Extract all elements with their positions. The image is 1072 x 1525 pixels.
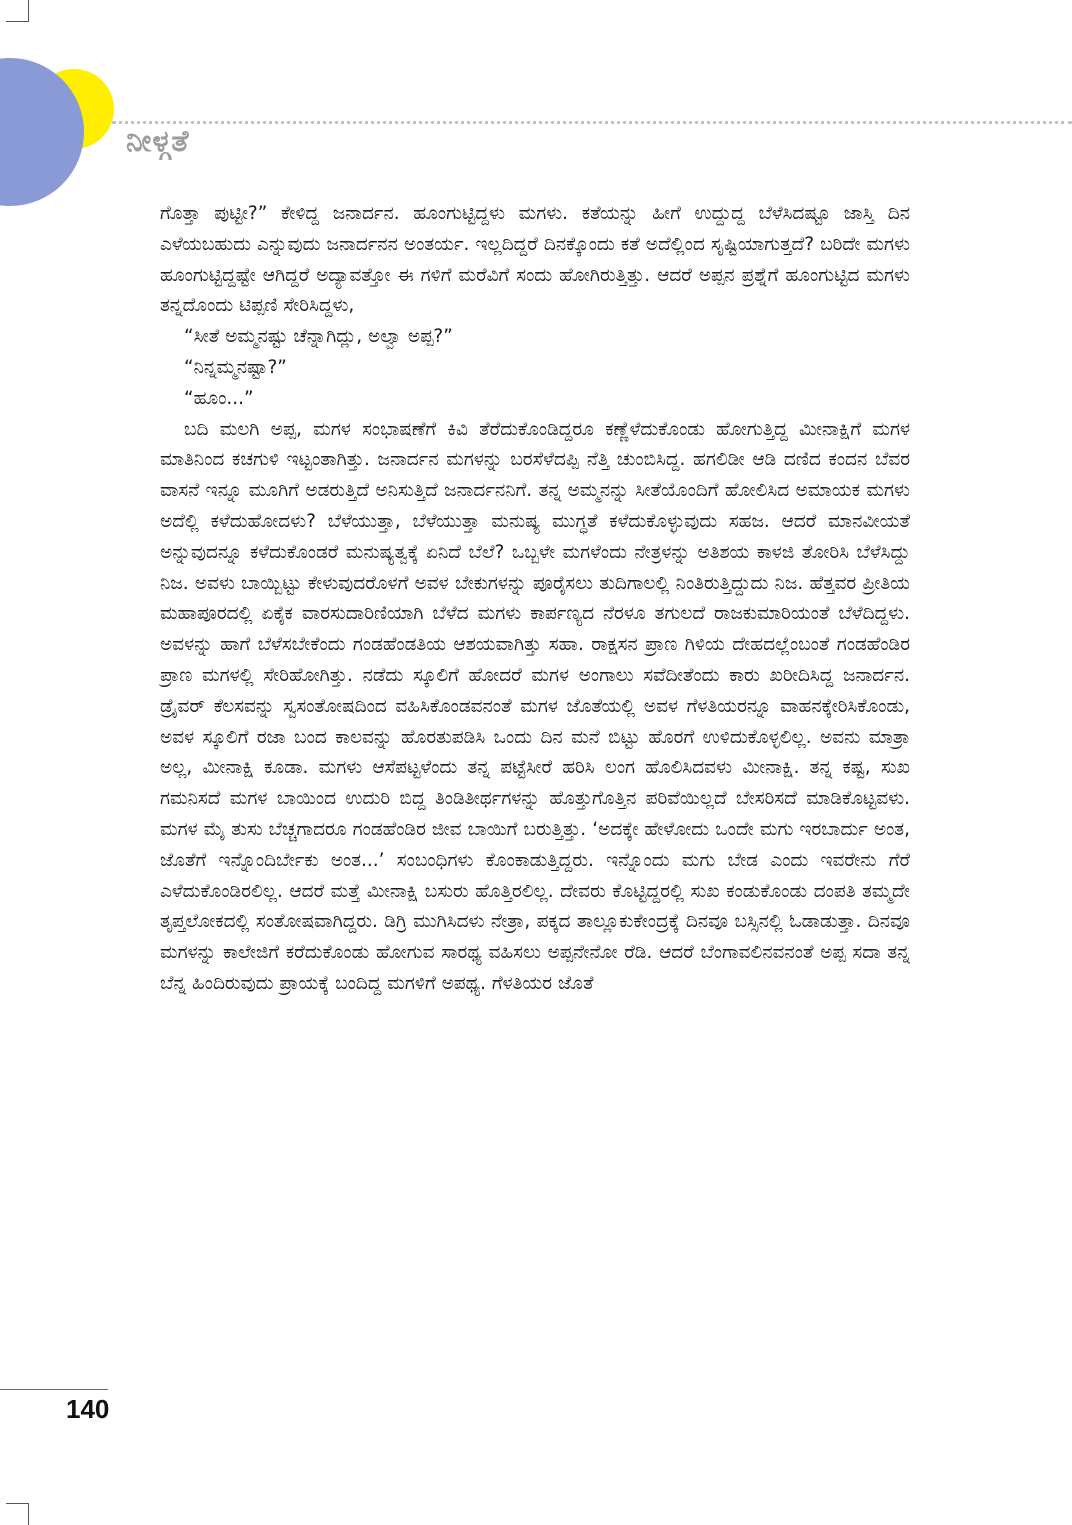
crop-mark-top xyxy=(28,0,29,22)
dialogue-line: “ನಿನ್ನಮ್ಮನಷ್ಟಾ?” xyxy=(184,356,287,378)
dialogue-line: “ಸೀತೆ ಅಮ್ಮನಷ್ಟು ಚೆನ್ನಾಗಿದ್ಲು, ಅಲ್ವಾ ಅಪ್ಪ?” xyxy=(184,326,453,348)
header-decoration xyxy=(0,40,130,260)
crop-mark-bottom xyxy=(28,1503,29,1525)
footer-rule xyxy=(0,1389,108,1390)
crop-mark-bottom-horizontal xyxy=(6,1503,28,1504)
crop-mark-top-horizontal xyxy=(6,21,28,22)
dialogue-line: “ಹೂಂ...” xyxy=(184,387,254,409)
paragraph: ಬದಿ ಮಲಗಿ ಅಪ್ಪ, ಮಗಳ ಸಂಭಾಷಣೆಗೆ ಕಿವಿ ತೆರೆದುಕೊಂಡಿದ್ದರೂ ಕಣ್ಣೆಳೆದುಕೊಂಡು ಹೋಗುತ್ತಿದ್ದ ಮೀನಾಕ್ಷಿಗೆ ಮಗಳ ಮಾತಿನಿಂದ ಕಚಗುಳಿ ಇಟ್ಟಂತಾಗಿತ್ತು. ಜನಾರ್ದನ ಮಗಳನ್ನು ಬರಸೆಳೆದಪ್ಪಿ ನೆತ್ತಿ ಚುಂಬಿಸಿದ್ದ. ಹಗಲಿಡೀ ಆಡಿ ದಣಿದ ಕಂದನ ಬೆವರ ವಾಸನೆ ಇನ್ನೂ ಮೂಗಿಗೆ ಅಡರುತ್ತಿದೆ ಅನಿಸುತ್ತಿದೆ ಜನಾರ್ದನನಿಗೆ. ತನ್ನ ಅಮ್ಮನನ್ನು ಸೀತೆಯೊಂದಿಗೆ ಹೋಲಿಸಿದ ಅಮಾಯಕ ಮಗಳು ಅದೆಲ್ಲಿ ಕಳೆದುಹೋದಳು? ಬೆಳೆಯುತ್ತಾ, ಬೆಳೆಯುತ್ತಾ ಮನುಷ್ಯ ಮುಗ್ಧತೆ ಕಳೆದುಕೊಳ್ಳುವುದು ಸಹಜ. ಆದರೆ ಮಾನವೀಯತೆ ಅನ್ನುವುದನ್ನೂ ಕಳೆದುಕೊಂಡರೆ ಮನುಷ್ಯತ್ವಕ್ಕೆ ಏನಿದೆ ಬೆಲೆ? ಒಬ್ಬಳೇ ಮಗಳೆಂದು ನೇತ್ರಳನ್ನು ಅತಿಶಯ ಕಾಳಜಿ ತೋರಿಸಿ ಬೆಳೆಸಿದ್ದು ನಿಜ. ಅವಳು ಬಾಯ್ಬಿಟ್ಟು ಕೇಳುವುದರೊಳಗೆ ಅವಳ ಬೇಕುಗಳನ್ನು ಪೂರೈಸಲು ತುದಿಗಾಲಲ್ಲಿ ನಿಂತಿರುತ್ತಿದ್ದುದು ನಿಜ. ಹೆತ್ತವರ ಪ್ರೀತಿಯ ಮಹಾಪೂರದಲ್ಲಿ ಏಕೈಕ ವಾರಸುದಾರಿಣಿಯಾಗಿ ಬೆಳೆದ ಮಗಳು ಕಾರ್ಪಣ್ಯದ ನೆರಳೂ ತಗುಲದೆ ರಾಜಕುಮಾರಿಯಂತೆ ಬೆಳೆದಿದ್ದಳು. ಅವಳನ್ನು ಹಾಗೆ ಬೆಳೆಸಬೇಕೆಂದು ಗಂಡಹೆಂಡತಿಯ ಆಶಯವಾಗಿತ್ತು ಸಹಾ. ರಾಕ್ಷಸನ ಪ್ರಾಣ ಗಿಳಿಯ ದೇಹದಲ್ಲೆಂಬಂತೆ ಗಂಡಹೆಂಡಿರ ಪ್ರಾಣ ಮಗಳಲ್ಲಿ ಸೇರಿಹೋಗಿತ್ತು. ನಡೆದು ಸ್ಕೂಲಿಗೆ ಹೋದರೆ ಮಗಳ ಅಂಗಾಲು ಸವೆದೀತೆಂದು ಕಾರು ಖರೀದಿಸಿದ್ದ ಜನಾರ್ದನ. ಡ್ರೈವರ್ ಕೆಲಸವನ್ನು ಸ್ವಸಂತೋಷದಿಂದ ವಹಿಸಿಕೊಂಡವನಂತೆ ಮಗಳ ಜೊತೆಯಲ್ಲಿ ಅವಳ ಗೆಳತಿಯರನ್ನೂ ವಾಹನಕ್ಕೇರಿಸಿಕೊಂಡು, ಅವಳ ಸ್ಕೂಲಿಗೆ ರಜಾ ಬಂದ ಕಾಲವನ್ನು ಹೊರತುಪಡಿಸಿ ಒಂದು ದಿನ ಮನೆ ಬಿಟ್ಟು ಹೊರಗೆ ಉಳಿದುಕೊಳ್ಳಲಿಲ್ಲ. ಅವನು ಮಾತ್ರಾ ಅಲ್ಲ, ಮೀನಾಕ್ಷಿ ಕೂಡಾ. ಮಗಳು ಆಸೆಪಟ್ಟಳೆಂದು ತನ್ನ ಪಟ್ಟೆಸೀರೆ ಹರಿಸಿ ಲಂಗ ಹೊಲಿಸಿದವಳು ಮೀನಾಕ್ಷಿ. ತನ್ನ ಕಷ್ಟ, ಸುಖ ಗಮನಿಸದೆ ಮಗಳ ಬಾಯಿಂದ ಉದುರಿ ಬಿದ್ದ ತಿಂಡಿತೀರ್ಥಗಳನ್ನು ಹೊತ್ತುಗೊತ್ತಿನ ಪರಿವೆಯಿಲ್ಲದೆ ಬೇಸರಿಸದೆ ಮಾಡಿಕೊಟ್ಟವಳು. ಮಗಳ ಮೈ ತುಸು ಬೆಚ್ಚಗಾದರೂ ಗಂಡಹೆಂಡಿರ ಜೀವ ಬಾಯಿಗೆ ಬರುತ್ತಿತ್ತು. ‘ಅದಕ್ಕೇ ಹೇಳೋದು ಒಂದೇ ಮಗು ಇರಬಾರ್ದು ಅಂತ, ಜೊತೆಗೆ ಇನ್ನೊಂದಿರ್ಬೇಕು ಅಂತ...’ ಸಂಬಂಧಿಗಳು ಕೊಂಕಾಡುತ್ತಿದ್ದರು. ಇನ್ನೊಂದು ಮಗು ಬೇಡ ಎಂದು ಇವರೇನು ಗೆರೆ ಎಳೆದುಕೊಂಡಿರಲಿಲ್ಲ. ಆದರೆ ಮತ್ತೆ ಮೀನಾಕ್ಷಿ ಬಸುರು ಹೊತ್ತಿರಲಿಲ್ಲ. ದೇವರು ಕೊಟ್ಟಿದ್ದರಲ್ಲಿ ಸುಖ ಕಂಡುಕೊಂಡು ದಂಪತಿ ತಮ್ಮದೇ ತೃಪ್ತಲೋಕದಲ್ಲಿ ಸಂತೋಷವಾಗಿದ್ದರು. ಡಿಗ್ರಿ ಮುಗಿಸಿದಳು ನೇತ್ರಾ, ಪಕ್ಕದ ತಾಲ್ಲೂಕುಕೇಂದ್ರಕ್ಕೆ ದಿನವೂ ಬಸ್ಸಿನಲ್ಲಿ ಓಡಾಡುತ್ತಾ. ದಿನವೂ ಮಗಳನ್ನು ಕಾಲೇಜಿಗೆ ಕರೆದುಕೊಂಡು ಹೋಗುವ ಸಾರಥ್ಯ ವಹಿಸಲು ಅಪ್ಪನೇನೋ ರೆಡಿ. ಆದರೆ ಬೆಂಗಾವಲಿನವನಂತೆ ಅಪ್ಪ ಸದಾ ತನ್ನ ಬೆನ್ನ ಹಿಂದಿರುವುದು ಪ್ರಾಯಕ್ಕೆ ಬಂದಿದ್ದ ಮಗಳಿಗೆ ಅಪಥ್ಯ. ಗೆಳತಿಯರ ಜೊತೆ xyxy=(160,418,910,994)
page-number: 140 xyxy=(66,1394,110,1424)
section-title: ನೀಳ್ಗತೆ xyxy=(126,124,190,159)
story-text xyxy=(160,199,910,1000)
paragraph: ಗೊತ್ತಾ ಪುಟ್ಟೀ?” ಕೇಳಿದ್ದ ಜನಾರ್ದನ. ಹೂಂಗುಟ್ಟಿದ್ದಳು ಮಗಳು. ಕತೆಯನ್ನು ಹೀಗೆ ಉದ್ದುದ್ದ ಬೆಳೆಸಿದಷ್ಟೂ ಜಾಸ್ತಿ ದಿನ ಎಳೆಯಬಹುದು ಎನ್ನುವುದು ಜನಾರ್ದನನ ಅಂತರ್ಯ. ಇಲ್ಲದಿದ್ದರೆ ದಿನಕ್ಕೊಂದು ಕತೆ ಅದೆಲ್ಲಿಂದ ಸೃಷ್ಟಿಯಾಗುತ್ತದೆ? ಬರಿದೇ ಮಗಳು ಹೂಂಗುಟ್ಟಿದ್ದಷ್ಟೇ ಆಗಿದ್ದರೆ ಅದ್ಯಾವತ್ತೋ ಈ ಗಳಿಗೆ ಮರೆವಿಗೆ ಸಂದು ಹೋಗಿರುತ್ತಿತ್ತು. ಆದರೆ ಅಪ್ಪನ ಪ್ರಶ್ನೆಗೆ ಹೂಂಗುಟ್ಟಿದ ಮಗಳು ತನ್ನದೊಂದು ಟಿಪ್ಪಣಿ ಸೇರಿಸಿದ್ದಳು, xyxy=(160,203,910,317)
header-dotted-rule xyxy=(112,121,1072,124)
